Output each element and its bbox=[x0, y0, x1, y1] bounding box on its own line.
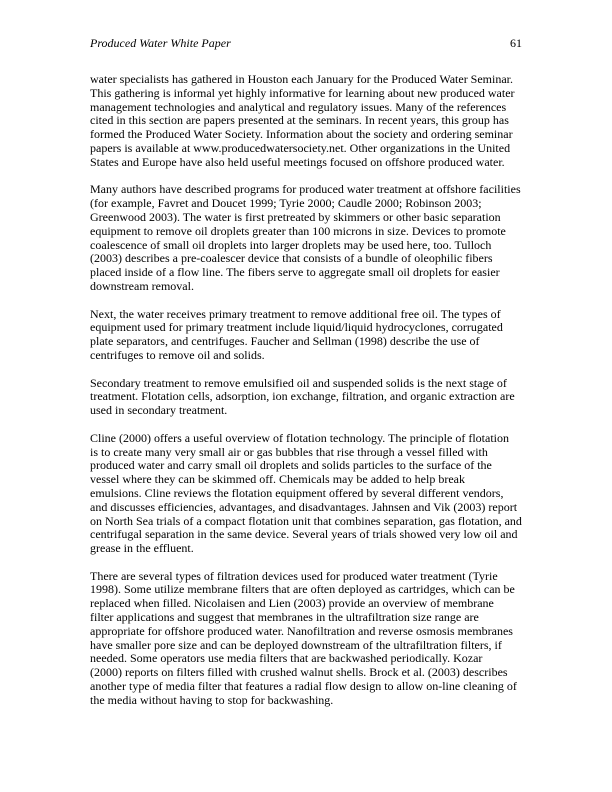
text-line: Many authors have described programs for produced water treatment at offshore facilities bbox=[90, 182, 521, 197]
text-line: States and Europe have also held useful meetings focused on offshore produced water. bbox=[90, 154, 505, 169]
text-line: vessel where they can be skimmed off. Chemicals may be added to help break bbox=[90, 472, 465, 487]
text-line: equipment used for primary treatment include liquid/liquid hydrocyclones, corrugated bbox=[90, 320, 503, 335]
header-title: Produced Water White Paper bbox=[90, 36, 231, 50]
text-line: centrifuges to remove oil and solids. bbox=[90, 347, 265, 362]
text-line: emulsions. Cline reviews the flotation equipment offered by several different vendors, bbox=[90, 485, 504, 500]
text-line: treatment. Flotation cells, adsorption, ion exchange, filtration, and organic extraction are bbox=[90, 389, 515, 404]
text-line: on North Sea trials of a compact flotation unit that combines separation, gas flotation, and bbox=[90, 513, 522, 528]
text-line: replaced when filled. Nicolaisen and Lien (2003) provide an overview of membrane bbox=[90, 596, 494, 611]
text-line: another type of media filter that features a radial flow design to allow on-line cleaning of bbox=[90, 679, 517, 694]
text-line: plate separators, and centrifuges. Faucher and Sellman (1998) describe the use of bbox=[90, 334, 480, 349]
text-line: the media without having to stop for backwashing. bbox=[90, 692, 334, 707]
text-line: Cline (2000) offers a useful overview of flotation technology. The principle of flotation bbox=[90, 430, 509, 445]
text-line: cited in this section are papers presented at the seminars. In recent years, this group has bbox=[90, 113, 509, 128]
text-line: water specialists has gathered in Houston each January for the Produced Water Seminar. bbox=[90, 72, 514, 86]
text-line: placed inside of a flow line. The fibers serve to aggregate small oil droplets for easier bbox=[90, 265, 500, 280]
text-line: and discusses efficiencies, advantages, and disadvantages. Jahnsen and Vik (2003) report bbox=[90, 499, 518, 514]
text-line: (2003) describes a pre-coalescer device that consists of a bundle of oleophilic fibers bbox=[90, 251, 493, 266]
text-line: (2000) reports on filters filled with crushed walnut shells. Brock et al. (2003) describes bbox=[90, 665, 508, 680]
body-text bbox=[90, 73, 530, 721]
paragraph bbox=[90, 183, 530, 293]
text-line: produced water and carry small oil droplets and solids particles to the surface of the bbox=[90, 458, 492, 473]
text-line: have smaller pore size and can be deployed downstream of the ultrafiltration filters, if bbox=[90, 637, 502, 652]
text-line: There are several types of filtration devices used for produced water treatment (Tyrie bbox=[90, 568, 498, 583]
text-line: coalescence of small oil droplets into larger droplets may be used here, too. Tulloch bbox=[90, 237, 492, 252]
text-line: needed. Some operators use media filters that are backwashed periodically. Kozar bbox=[90, 651, 483, 666]
text-line: is to create many very small air or gas bubbles that rise through a vessel filled with bbox=[90, 444, 488, 459]
paragraph bbox=[90, 73, 530, 170]
paragraph bbox=[90, 377, 530, 418]
text-line: equipment to remove oil droplets greater than 100 microns in size. Devices to promote bbox=[90, 223, 506, 238]
paragraph bbox=[90, 432, 530, 556]
text-line: papers is available at www.producedwatersociety.net. Other organizations in the United bbox=[90, 140, 511, 155]
text-line: Greenwood 2003). The water is first pretreated by skimmers or other basic separation bbox=[90, 209, 501, 224]
text-line: This gathering is informal yet highly informative for learning about new produced water bbox=[90, 85, 515, 100]
text-line: Secondary treatment to remove emulsified oil and suspended solids is the next stage of bbox=[90, 375, 507, 390]
text-line: 1998). Some utilize membrane filters that are often deployed as cartridges, which can be bbox=[90, 582, 515, 597]
text-line: (for example, Favret and Doucet 1999; Tyrie 2000; Caudle 2000; Robinson 2003; bbox=[90, 196, 482, 211]
text-line: management technologies and analytical and regulatory issues. Many of the references bbox=[90, 99, 507, 114]
text-line: used in secondary treatment. bbox=[90, 403, 228, 418]
text-line: appropriate for offshore produced water. Nanofiltration and reverse osmosis membranes bbox=[90, 623, 513, 638]
text-line: formed the Produced Water Society. Information about the society and ordering seminar bbox=[90, 127, 513, 142]
text-line: Next, the water receives primary treatment to remove additional free oil. The types of bbox=[90, 306, 501, 321]
text-line: grease in the effluent. bbox=[90, 541, 194, 556]
page-number: 61 bbox=[510, 36, 522, 50]
running-header bbox=[90, 36, 522, 52]
text-line: downstream removal. bbox=[90, 278, 194, 293]
text-line: filter applications and suggest that membranes in the ultrafiltration size range are bbox=[90, 610, 479, 625]
paragraph bbox=[90, 308, 530, 363]
text-line: centrifugal separation in the same device. Several years of trials showed very low oil and bbox=[90, 527, 518, 542]
paragraph bbox=[90, 570, 530, 708]
